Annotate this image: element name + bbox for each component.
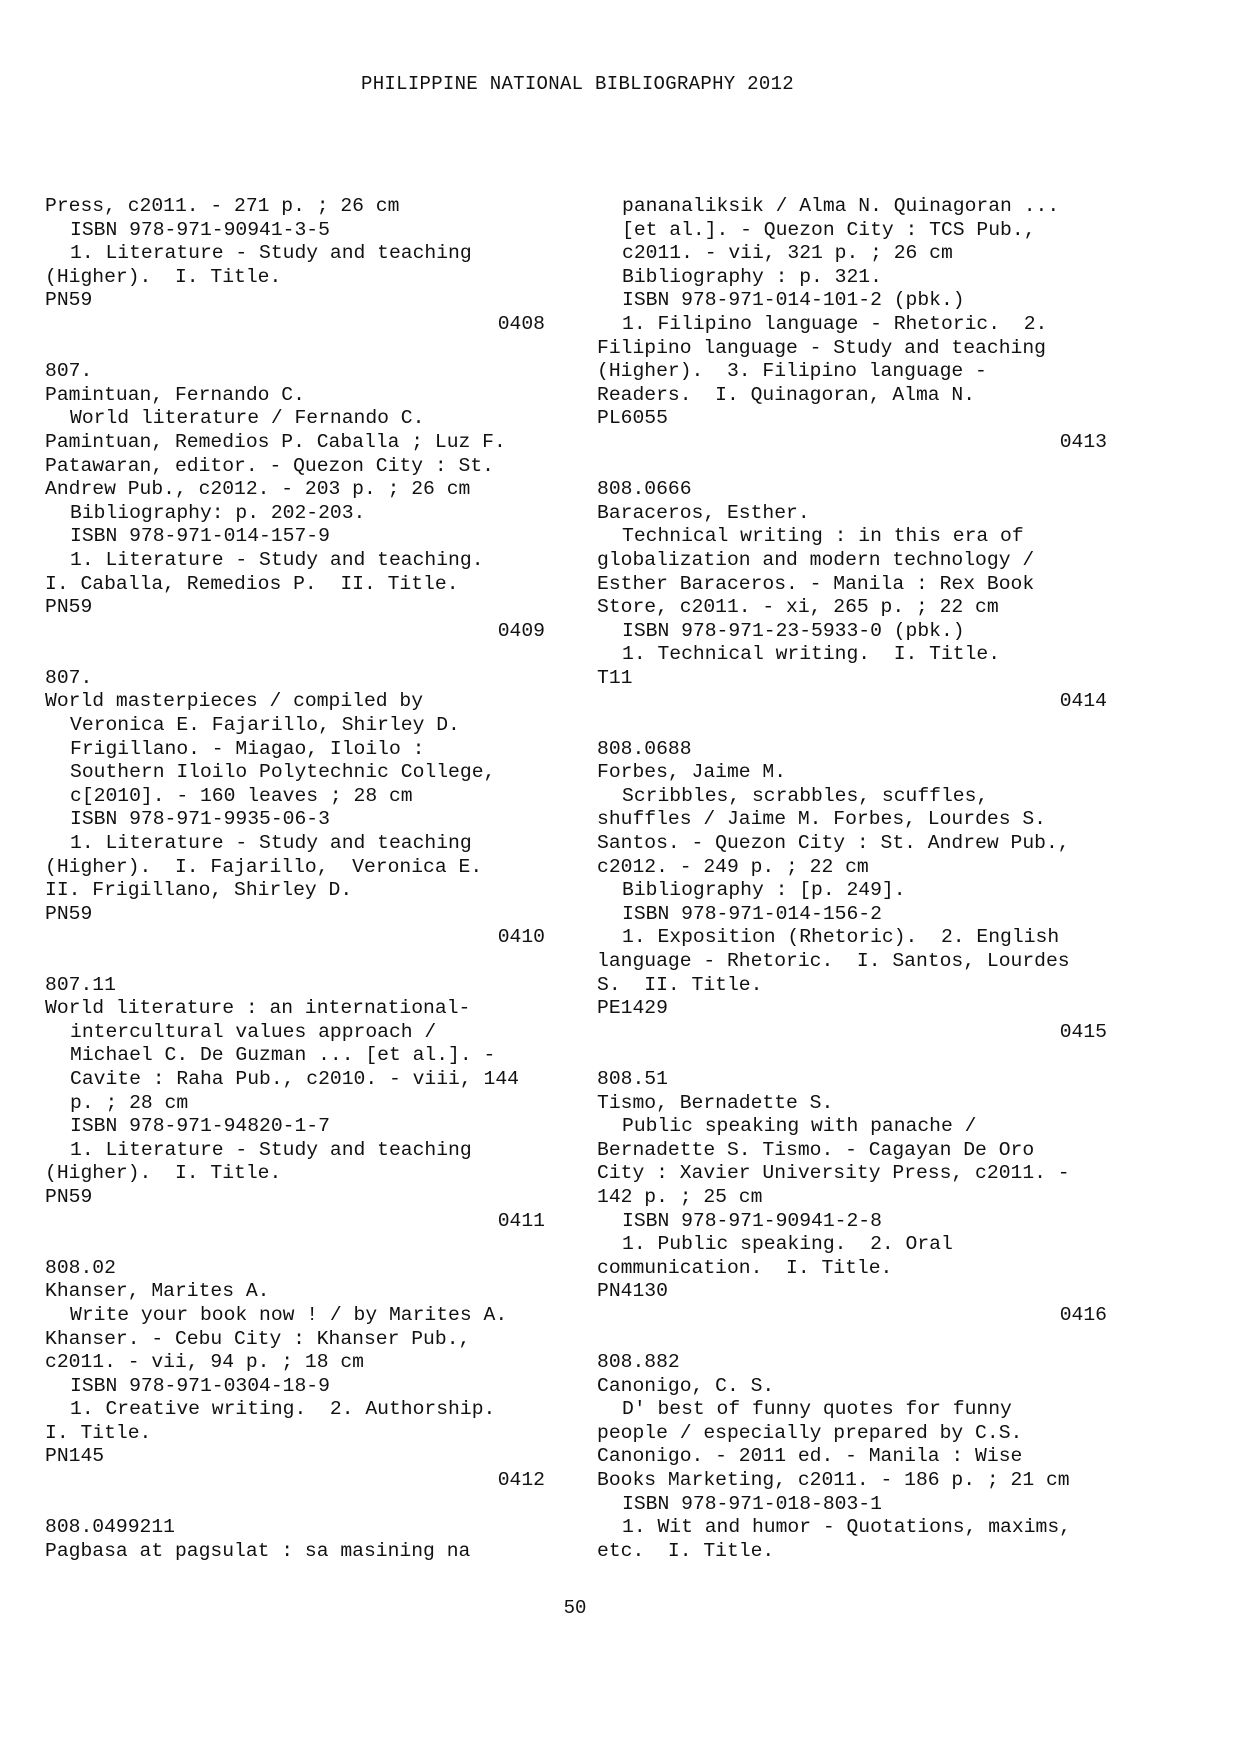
entry-line: Write your book now ! / by Marites A.: [70, 1303, 508, 1326]
entry-line: Bibliography : [p. 249].: [622, 879, 906, 902]
entry-line: Bibliography : p. 321.: [622, 265, 882, 288]
entry-number: 0414: [1059, 690, 1107, 713]
entry-line: (Higher). I. Title.: [45, 1162, 282, 1185]
entry-line: [597, 1328, 1107, 1352]
entry-line: Andrew Pub., c2012. - 203 p. ; 26 cm: [45, 478, 471, 501]
entry-line: Forbes, Jaime M.: [597, 761, 787, 784]
entry-line: Pagbasa at pagsulat : sa masining na: [45, 1539, 471, 1562]
left-column: [45, 195, 545, 1563]
entry-number: 0411: [497, 1209, 545, 1232]
entry-line: c[2010]. - 160 leaves ; 28 cm: [70, 784, 413, 807]
page-header: PHILIPPINE NATIONAL BIBLIOGRAPHY 2012: [361, 73, 794, 95]
entry-line: 1. Filipino language - Rhetoric. 2.: [622, 312, 1048, 335]
entry-line: communication. I. Title.: [597, 1256, 893, 1279]
entry-line: c2011. - vii, 94 p. ; 18 cm: [45, 1351, 364, 1374]
entry-line: Southern Iloilo Polytechnic College,: [70, 761, 496, 784]
entry-line: Bernadette S. Tismo. - Cagayan De Oro: [597, 1138, 1035, 1161]
entry-line: PN145: [45, 1445, 105, 1468]
entry-line: Press, c2011. - 271 p. ; 26 cm: [45, 195, 400, 217]
entry-line: 808.02: [45, 1256, 116, 1279]
entry-line: Store, c2011. - xi, 265 p. ; 22 cm: [597, 596, 999, 619]
entry-line: Pamintuan, Fernando C.: [45, 383, 305, 406]
entry-line: people / especially prepared by C.S.: [597, 1421, 1023, 1444]
entry-line: [45, 337, 545, 361]
entry-line: Cavite : Raha Pub., c2010. - viii, 144: [70, 1067, 519, 1090]
entry-line: ISBN 978-971-9935-06-3: [70, 808, 330, 831]
entry-line: language - Rhetoric. I. Santos, Lourdes: [597, 950, 1070, 972]
entry-line: Readers. I. Quinagoran, Alma N.: [597, 383, 976, 406]
entry-line: (Higher). I. Fajarillo, Veronica E.: [45, 855, 483, 878]
entry-line: Veronica E. Fajarillo, Shirley D.: [70, 714, 460, 737]
entry-line: PN59: [45, 902, 93, 925]
entry-line: ISBN 978-971-014-101-2 (pbk.): [622, 289, 965, 312]
entry-line: Patawaran, editor. - Quezon City : St.: [45, 454, 494, 477]
entry-line: etc. I. Title.: [597, 1539, 775, 1562]
entry-line: 807.: [45, 360, 93, 383]
entry-line: Filipino language - Study and teaching: [597, 336, 1046, 359]
entry-line: 1. Technical writing. I. Title.: [622, 643, 1001, 666]
entry-line: [45, 1233, 545, 1257]
entry-line: 1. Literature - Study and teaching: [70, 242, 472, 265]
entry-line: Esther Baraceros. - Manila : Rex Book: [597, 572, 1035, 595]
entry-line: I. Title.: [45, 1421, 152, 1444]
entry-line: PN59: [45, 289, 93, 312]
entry-line: I. Caballa, Remedios P. II. Title.: [45, 572, 459, 595]
entry-line: 808.0688: [597, 737, 692, 760]
entry-line: 808.0499211: [45, 1516, 175, 1539]
entry-line: 1. Public speaking. 2. Oral: [622, 1233, 953, 1256]
entry-line: D' best of funny quotes for funny: [622, 1398, 1012, 1421]
entry-line: Michael C. De Guzman ... [et al.]. -: [70, 1044, 496, 1067]
entry-line: World masterpieces / compiled by: [45, 690, 424, 713]
entry-line: ISBN 978-971-23-5933-0 (pbk.): [622, 619, 965, 642]
entry-line: Canonigo. - 2011 ed. - Manila : Wise: [597, 1445, 1023, 1468]
entry-line: p. ; 28 cm: [70, 1091, 189, 1114]
page-number: 50: [563, 1597, 587, 1619]
entry-line: ISBN 978-971-014-157-9: [70, 525, 330, 548]
entry-line: [et al.]. - Quezon City : TCS Pub.,: [622, 218, 1036, 241]
right-column: [597, 195, 1107, 1563]
entry-line: PL6055: [597, 407, 668, 430]
entry-line: Tismo, Bernadette S.: [597, 1091, 834, 1114]
entry-line: Frigillano. - Miagao, Iloilo :: [70, 737, 425, 760]
entry-line: shuffles / Jaime M. Forbes, Lourdes S.: [597, 808, 1046, 831]
entry-line: Public speaking with panache /: [622, 1115, 977, 1138]
entry-number: 0409: [497, 619, 545, 642]
entry-line: ISBN 978-971-018-803-1: [622, 1492, 882, 1515]
entry-line: pananaliksik / Alma N. Quinagoran ...: [622, 195, 1060, 217]
entry-line: PN59: [45, 1185, 93, 1208]
entry-line: 1. Literature - Study and teaching.: [70, 548, 484, 571]
entry-line: (Higher). 3. Filipino language -: [597, 360, 987, 383]
entry-line: 1. Exposition (Rhetoric). 2. English: [622, 926, 1060, 949]
entry-line: PN4130: [597, 1280, 668, 1303]
entry-line: globalization and modern technology /: [597, 548, 1035, 571]
entry-line: Khanser, Marites A.: [45, 1280, 270, 1303]
entry-line: [45, 1493, 545, 1517]
entry-line: c2012. - 249 p. ; 22 cm: [597, 855, 869, 878]
entry-line: PN59: [45, 596, 93, 619]
entry-line: 1. Wit and humor - Quotations, maxims,: [622, 1516, 1071, 1539]
entry-line: Baraceros, Esther.: [597, 501, 810, 524]
entry-line: [597, 1044, 1107, 1068]
entry-line: Technical writing : in this era of: [622, 525, 1024, 548]
entry-line: ISBN 978-971-90941-3-5: [70, 218, 330, 241]
entry-line: 1. Literature - Study and teaching: [70, 832, 472, 855]
entry-line: (Higher). I. Title.: [45, 265, 282, 288]
entry-line: 807.: [45, 666, 93, 689]
entry-line: T11: [597, 666, 633, 689]
entry-line: 808.51: [597, 1067, 668, 1090]
entry-line: [45, 950, 545, 974]
entry-line: World literature : an international-: [45, 997, 471, 1020]
entry-line: Books Marketing, c2011. - 186 p. ; 21 cm: [597, 1469, 1070, 1492]
entry-line: intercultural values approach /: [70, 1020, 437, 1043]
entry-line: [597, 714, 1107, 738]
entry-line: c2011. - vii, 321 p. ; 26 cm: [622, 242, 953, 265]
entry-line: Pamintuan, Remedios P. Caballa ; Luz F.: [45, 430, 506, 453]
entry-number: 0413: [1059, 430, 1107, 453]
entry-line: Canonigo, C. S.: [597, 1374, 775, 1397]
entry-number: 0408: [497, 312, 545, 335]
entry-number: 0416: [1059, 1303, 1107, 1326]
entry-line: PE1429: [597, 997, 668, 1020]
entry-line: [45, 643, 545, 667]
entry-line: 1. Creative writing. 2. Authorship.: [70, 1398, 496, 1421]
entry-line: ISBN 978-971-90941-2-8: [622, 1209, 882, 1232]
entry-line: Bibliography: p. 202-203.: [70, 501, 366, 524]
entry-line: II. Frigillano, Shirley D.: [45, 879, 353, 902]
entry-line: 808.0666: [597, 478, 692, 501]
entry-number: 0410: [497, 926, 545, 949]
entry-line: Khanser. - Cebu City : Khanser Pub.,: [45, 1327, 471, 1350]
entry-line: [597, 455, 1107, 479]
entry-number: 0412: [497, 1469, 545, 1492]
entry-line: 142 p. ; 25 cm: [597, 1185, 763, 1208]
entry-line: S. II. Title.: [597, 973, 763, 996]
entry-number: 0415: [1059, 1020, 1107, 1043]
entry-line: Santos. - Quezon City : St. Andrew Pub.,: [597, 832, 1070, 855]
entry-line: 807.11: [45, 973, 116, 996]
entry-line: City : Xavier University Press, c2011. -: [597, 1162, 1070, 1185]
entry-line: World literature / Fernando C.: [70, 407, 425, 430]
entry-line: ISBN 978-971-0304-18-9: [70, 1374, 330, 1397]
entry-line: 808.882: [597, 1351, 680, 1374]
entry-line: 1. Literature - Study and teaching: [70, 1138, 472, 1161]
entry-line: Scribbles, scrabbles, scuffles,: [622, 784, 989, 807]
entry-line: ISBN 978-971-94820-1-7: [70, 1115, 330, 1138]
entry-line: ISBN 978-971-014-156-2: [622, 902, 882, 925]
